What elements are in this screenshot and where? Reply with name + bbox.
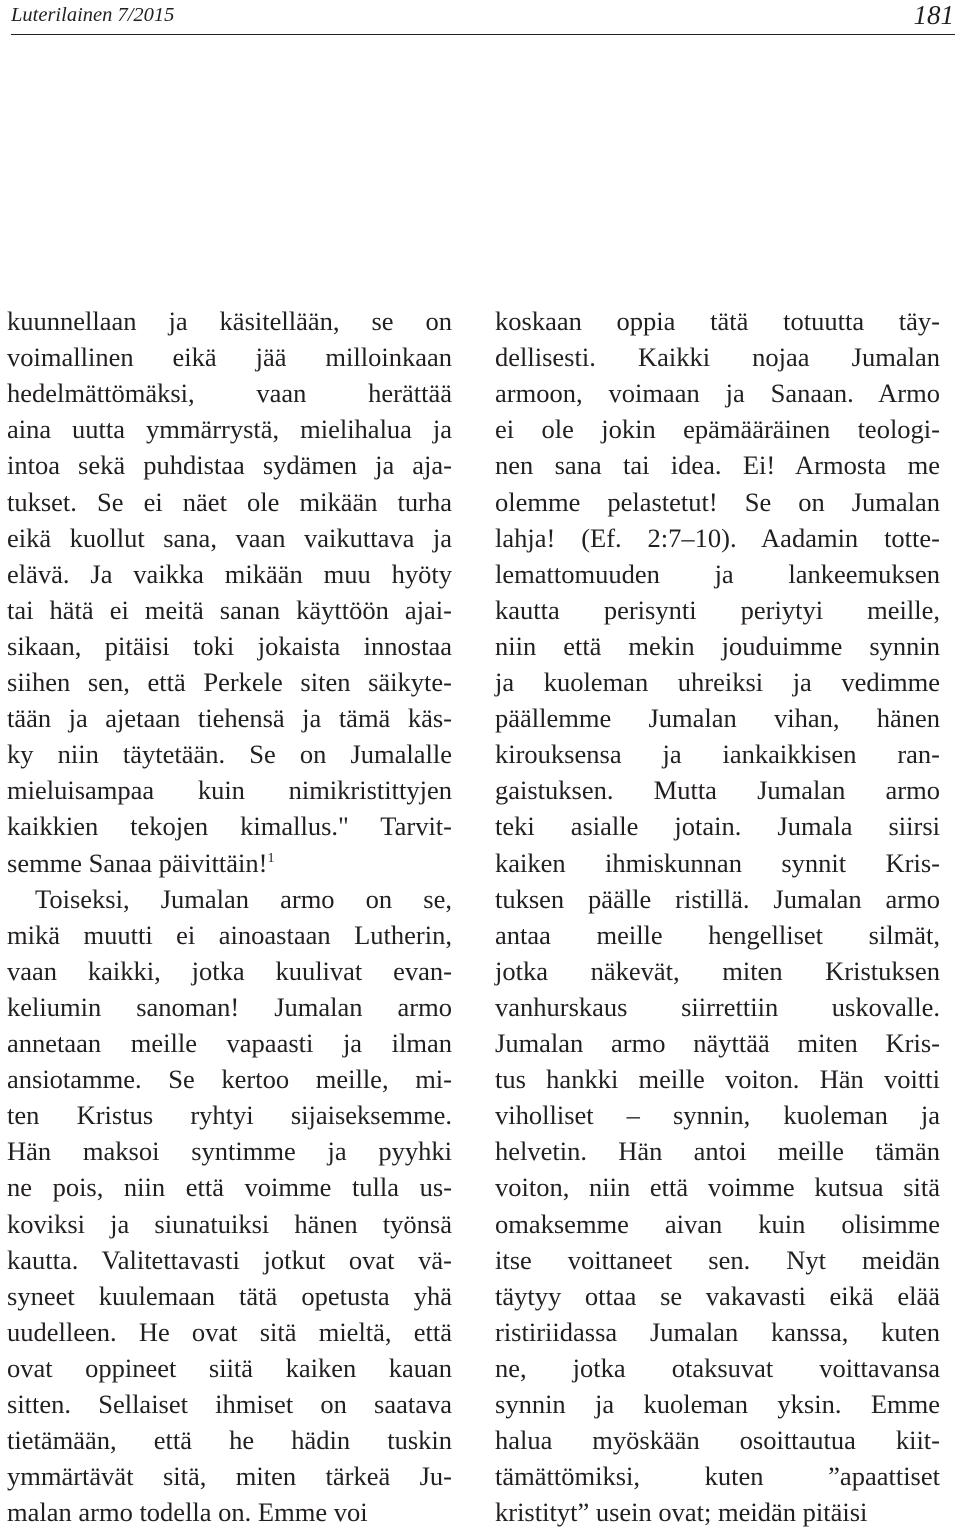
text-line: kaikkien tekojen kimallus." Tarvit- <box>7 811 452 842</box>
text-line: Hän maksoi syntimme ja pyyhki <box>7 1136 452 1167</box>
text-line: tään ja ajetaan tiehensä ja tämä käs- <box>7 703 452 734</box>
right-column <box>495 303 940 1528</box>
text-line: helvetin. Hän antoi meille tämän <box>495 1136 940 1167</box>
text-line: ristiriidassa Jumalan kanssa, kuten <box>495 1316 940 1347</box>
text-line: tietämään, että he hädin tuskin <box>7 1425 452 1456</box>
text-line: mikä muutti ei ainoastaan Lutherin, <box>7 919 452 950</box>
text-line: malan armo todella on. Emme voi <box>7 1497 368 1528</box>
text-line: kristityt” usein ovat; meidän pitäisi <box>495 1497 868 1528</box>
text-line: vaan kaikki, jotka kuulivat evan- <box>7 955 452 986</box>
text-line: kirouksensa ja iankaikkisen ran- <box>495 739 940 770</box>
text-line: ten Kristus ryhtyi sijaiseksemme. <box>7 1100 452 1131</box>
footnote-marker: 1 <box>267 850 275 866</box>
text-line: siihen sen, että Perkele siten säikyte- <box>7 667 452 697</box>
text-line: nen sana tai idea. Ei! Armosta me <box>495 450 940 481</box>
text-line: gaistuksen. Mutta Jumalan armo <box>495 775 940 806</box>
text-line: lahja! (Ef. 2:7–10). Aadamin totte- <box>495 522 940 553</box>
text-line: ei ole jokin epämääräinen teologi- <box>495 414 940 445</box>
text-line: olemme pelastetut! Se on Jumalan <box>495 486 940 517</box>
text-line: dellisesti. Kaikki nojaa Jumalan <box>495 342 940 373</box>
text-line: ymmärtävät sitä, miten tärkeä Ju- <box>7 1461 452 1492</box>
text-line: ja kuoleman uhreiksi ja vedimme <box>495 667 940 697</box>
text-line: ne pois, niin että voimme tulla us- <box>7 1172 452 1203</box>
text-line: lemattomuuden ja lankeemuksen <box>495 558 940 589</box>
text-line: tämättömiksi, kuten ”apaattiset <box>495 1461 940 1492</box>
text-line: semme Sanaa päivittäin!$^1$ <box>7 847 275 878</box>
text-line: kuunnellaan ja käsitellään, se on <box>7 306 452 336</box>
text-line: viholliset – synnin, kuoleman ja <box>495 1100 940 1131</box>
text-line: päällemme Jumalan vihan, hänen <box>495 703 940 734</box>
text-line: elävä. Ja vaikka mikään muu hyöty <box>7 558 452 589</box>
text-line: keliumin sanoman! Jumalan armo <box>7 991 452 1022</box>
text-line: jotka näkevät, miten Kristuksen <box>495 955 940 986</box>
text-line: tukset. Se ei näet ole mikään turha <box>7 486 452 517</box>
text-line: mieluisampaa kuin nimikristittyjen <box>7 775 452 806</box>
text-line: halua myöskään osoittautua kiit- <box>495 1425 940 1456</box>
text-line: intoa sekä puhdistaa sydämen ja aja- <box>7 450 452 481</box>
text-line: aina uutta ymmärrystä, mielihalua ja <box>7 414 452 445</box>
text-line: ky niin täytetään. Se on Jumalalle <box>7 739 452 770</box>
text-line: Toiseksi, Jumalan armo on se, <box>35 883 452 914</box>
left-column <box>7 303 452 1528</box>
running-title: Luterilainen 7/2015 <box>11 4 175 26</box>
text-line: synnin ja kuoleman yksin. Emme <box>495 1389 940 1419</box>
text-line: ne, jotka otaksuvat voittavansa <box>495 1352 940 1383</box>
text-line: sikaan, pitäisi toki jokaista innostaa <box>7 630 452 661</box>
text-line: syneet kuulemaan tätä opetusta yhä <box>7 1280 452 1311</box>
text-line: koviksi ja siunatuiksi hänen työnsä <box>7 1208 452 1239</box>
text-line: hedelmättömäksi, vaan herättää <box>7 378 452 409</box>
text-line: vanhurskaus siirrettiin uskovalle. <box>495 991 940 1022</box>
text-line: sitten. Sellaiset ihmiset on saatava <box>7 1389 452 1419</box>
text-line: tai hätä ei meitä sanan käyttöön ajai- <box>7 594 452 625</box>
text-line: ovat oppineet siitä kaiken kauan <box>7 1352 452 1383</box>
text-line: uudelleen. He ovat sitä mieltä, että <box>7 1316 452 1347</box>
text-line: annetaan meille vapaasti ja ilman <box>7 1028 452 1058</box>
text-line: koskaan oppia tätä totuutta täy- <box>495 306 940 336</box>
page-header <box>0 0 960 40</box>
text-line: eikä kuollut sana, vaan vaikuttava ja <box>7 522 452 553</box>
text-line: teki asialle jotain. Jumala siirsi <box>495 811 940 842</box>
text-line: niin että mekin jouduimme synnin <box>495 630 940 661</box>
header-rule <box>11 34 955 35</box>
text-line: kautta. Valitettavasti jotkut ovat vä- <box>7 1244 452 1275</box>
text-line: antaa meille hengelliset silmät, <box>495 919 940 950</box>
text-line: ansiotamme. Se kertoo meille, mi- <box>7 1064 452 1095</box>
text-line: kautta perisynti periytyi meille, <box>495 594 940 625</box>
text-line: voimallinen eikä jää milloinkaan <box>7 342 452 373</box>
text-line: tuksen päälle ristillä. Jumalan armo <box>495 883 940 914</box>
text-line: omaksemme aivan kuin olisimme <box>495 1208 940 1239</box>
text-line: itse voittaneet sen. Nyt meidän <box>495 1244 940 1275</box>
text-line: armoon, voimaan ja Sanaan. Armo <box>495 378 940 409</box>
text-line: täytyy ottaa se vakavasti eikä elää <box>495 1280 940 1311</box>
text-line: tus hankki meille voiton. Hän voitti <box>495 1064 940 1095</box>
text-line: Jumalan armo näyttää miten Kris- <box>495 1028 940 1058</box>
text-line: voiton, niin että voimme kutsua sitä <box>495 1172 940 1203</box>
page-number: 181 <box>913 0 954 30</box>
text-line: kaiken ihmiskunnan synnit Kris- <box>495 847 940 878</box>
